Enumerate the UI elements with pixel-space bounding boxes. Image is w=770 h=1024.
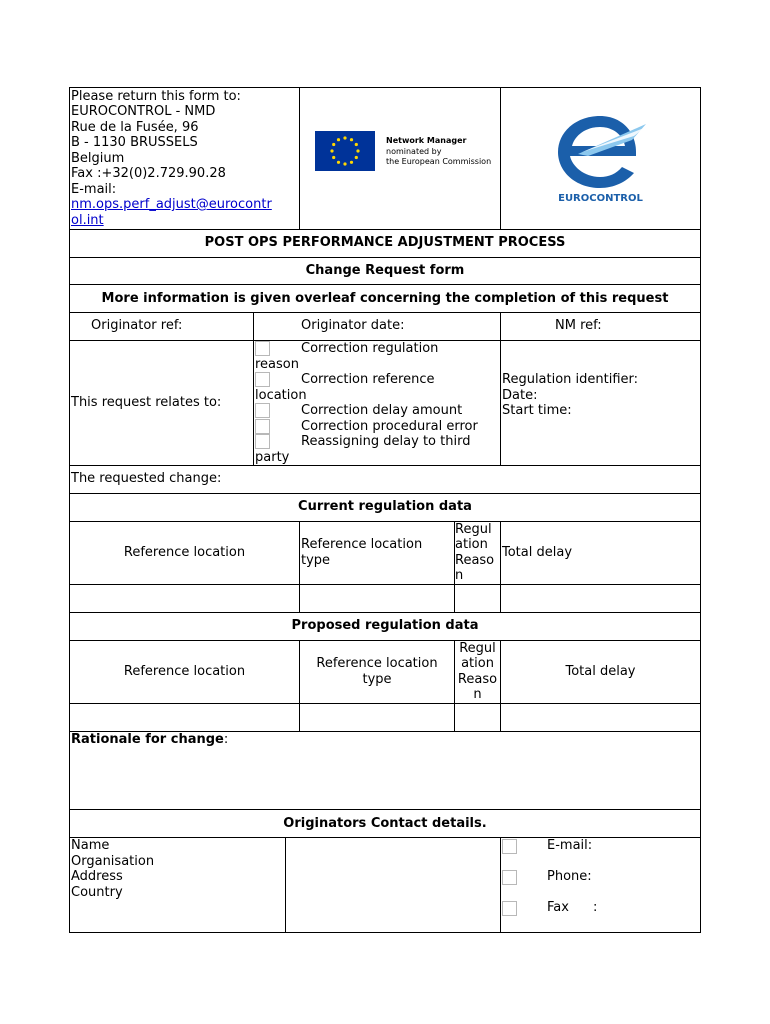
- return-line-6: Fax :+32(0)2.729.90.28: [71, 166, 226, 181]
- proposed-input-total-delay[interactable]: [500, 703, 701, 732]
- current-input-total-delay[interactable]: [500, 584, 701, 613]
- originator-date-label: Originator date:: [301, 318, 405, 333]
- regulation-identifier-label: Regulation identifier:: [502, 372, 639, 387]
- proposed-col-ref-type-line-1: Reference location: [316, 656, 438, 671]
- checkbox-reassigning-delay[interactable]: [255, 434, 270, 449]
- current-input-ref-type[interactable]: [299, 584, 455, 613]
- option-correction-reference: Correction reference: [301, 372, 435, 387]
- return-line-4: B - 1130 BRUSSELS: [71, 135, 198, 150]
- current-col-ref-type-line-2: type: [301, 553, 331, 568]
- contact-country-label: Country: [71, 885, 123, 900]
- checkbox-correction-reference-location[interactable]: [255, 372, 270, 387]
- current-col-reason-line-1: Regul: [455, 522, 492, 537]
- originator-ref-label: Originator ref:: [91, 318, 183, 333]
- option-correction-regulation: Correction regulation: [301, 341, 439, 356]
- contact-right-cell: [500, 837, 701, 933]
- current-col-total-delay: Total delay: [502, 545, 573, 560]
- current-input-reason[interactable]: [454, 584, 501, 613]
- contact-phone-label: Phone:: [547, 869, 592, 884]
- nm-ref-label: NM ref:: [555, 318, 602, 333]
- email-link-line-1[interactable]: nm.ops.perf_adjust@eurocontr: [71, 197, 272, 212]
- checkbox-phone[interactable]: [502, 870, 517, 885]
- proposed-col-total-delay: Total delay: [565, 664, 636, 679]
- contact-fax-label: Fax: [547, 900, 569, 915]
- form-subtitle: Change Request form: [305, 263, 465, 278]
- current-col-ref-type-line-1: Reference location: [301, 537, 423, 552]
- return-line-5: Belgium: [71, 151, 125, 166]
- proposed-col-reason-line-1: Regul: [459, 641, 496, 656]
- current-title: Current regulation data: [298, 499, 472, 514]
- relates-label: This request relates to:: [71, 395, 222, 410]
- current-col-reason-line-4: n: [455, 568, 464, 583]
- proposed-title: Proposed regulation data: [291, 618, 479, 633]
- current-col-reason-line-2: ation: [455, 537, 488, 552]
- rationale-label-line: [71, 732, 228, 748]
- option-party: party: [255, 450, 290, 465]
- return-line-2: EUROCONTROL - NMD: [71, 104, 216, 119]
- requested-change-label: The requested change:: [71, 471, 222, 486]
- proposed-col-ref-type-line-2: type: [362, 672, 392, 687]
- contact-title: Originators Contact details.: [283, 816, 487, 831]
- option-correction-delay-amount: Correction delay amount: [301, 403, 463, 418]
- proposed-col-reason-line-4: n: [473, 687, 482, 702]
- proposed-col-reason-line-2: ation: [461, 656, 494, 671]
- contact-name-label: Name: [71, 838, 110, 853]
- return-line-1: Please return this form to:: [71, 89, 241, 104]
- return-line-7: E-mail:: [71, 182, 117, 197]
- regulation-date-label: Date:: [502, 388, 538, 403]
- contact-input-cell[interactable]: [285, 837, 501, 933]
- option-reason: reason: [255, 357, 299, 372]
- nm-logo-line-2: nominated by: [386, 147, 442, 156]
- checkbox-email[interactable]: [502, 839, 517, 854]
- current-input-ref-location[interactable]: [69, 584, 300, 613]
- eu-flag-icon: [315, 131, 375, 171]
- contact-address-label: Address: [71, 869, 123, 884]
- contact-organisation-label: Organisation: [71, 854, 155, 869]
- rationale-colon: :: [223, 732, 229, 747]
- current-col-reason-line-3: Reaso: [455, 553, 495, 568]
- info-note: More information is given overleaf concerning the completion of this request: [101, 291, 669, 306]
- return-line-3: Rue de la Fusée, 96: [71, 120, 199, 135]
- email-link-line-2[interactable]: ol.int: [71, 213, 104, 228]
- proposed-col-reason-line-3: Reaso: [457, 672, 498, 687]
- nm-logo-line-3: the European Commission: [386, 157, 492, 166]
- option-reassigning-delay: Reassigning delay to third: [301, 434, 471, 449]
- proposed-col-ref-location: Reference location: [123, 664, 246, 679]
- proposed-input-ref-type[interactable]: [299, 703, 455, 732]
- checkbox-fax[interactable]: [502, 901, 517, 916]
- contact-email-label: E-mail:: [547, 838, 593, 853]
- option-correction-procedural-error: Correction procedural error: [301, 419, 478, 434]
- checkbox-correction-delay-amount[interactable]: [255, 403, 270, 418]
- regulation-start-time-label: Start time:: [502, 403, 572, 418]
- checkbox-correction-procedural-error[interactable]: [255, 419, 270, 434]
- option-location: location: [255, 388, 307, 403]
- rationale-label: Rationale for change: [71, 732, 224, 747]
- form-title: POST OPS PERFORMANCE ADJUSTMENT PROCESS: [204, 235, 566, 250]
- contact-fax-colon: :: [593, 900, 598, 915]
- checkbox-correction-regulation-reason[interactable]: [255, 341, 270, 356]
- proposed-input-reason[interactable]: [454, 703, 501, 732]
- current-col-ref-location: Reference location: [123, 545, 246, 560]
- nm-logo-line-1: Network Manager: [386, 136, 467, 145]
- eurocontrol-logo-icon: [548, 112, 653, 194]
- eurocontrol-logo-text: EUROCONTROL: [558, 193, 643, 204]
- proposed-input-ref-location[interactable]: [69, 703, 300, 732]
